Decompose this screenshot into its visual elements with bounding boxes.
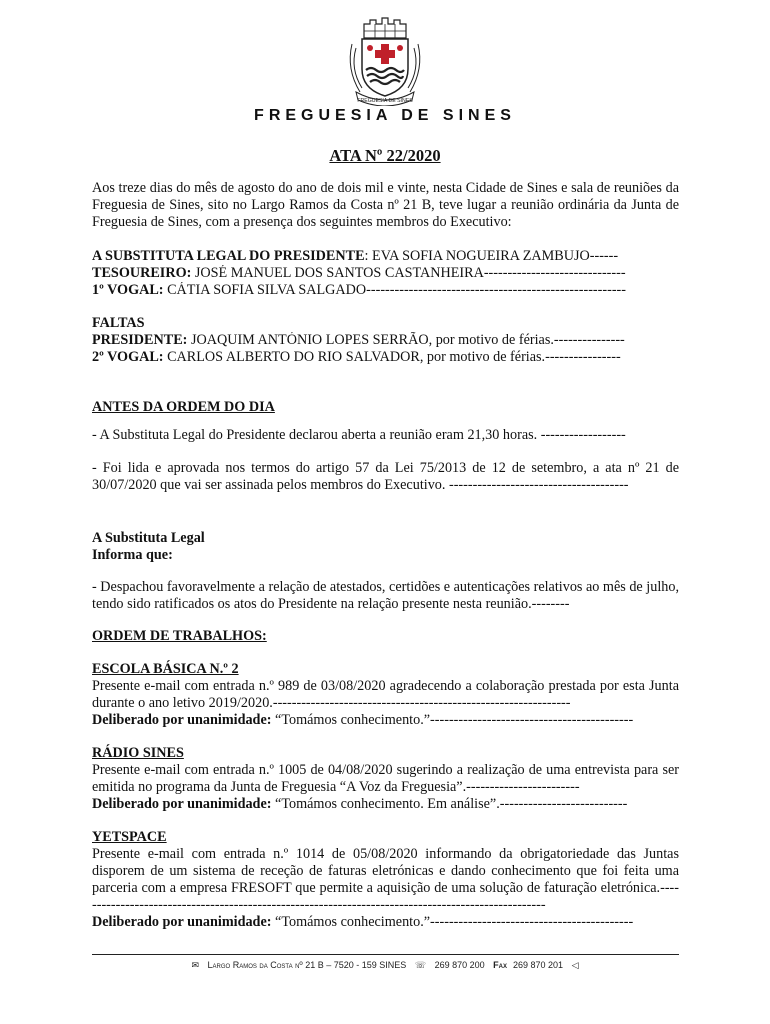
organization-name: FREGUESIA DE SINES: [254, 107, 516, 124]
absence-role: PRESIDENTE:: [92, 332, 188, 348]
footer-fax: 269 870 201: [513, 960, 564, 970]
agenda-item: [92, 661, 679, 729]
member-role: 1º VOGAL:: [92, 282, 164, 298]
member-line: [92, 265, 679, 282]
informs-heading: A Substituta Legal: [92, 530, 205, 546]
member-role: TESOUREIRO:: [92, 265, 192, 281]
member-name: EVA SOFIA NOGUEIRA ZAMBUJO------: [372, 248, 619, 264]
agenda-item-title: ESCOLA BÁSICA N.º 2: [92, 661, 239, 677]
member-name: CÁTIA SOFIA SILVA SALGADO-------------------------------------------------------: [167, 282, 627, 298]
footer-phone: 269 870 200: [434, 960, 485, 970]
agenda-item-title: RÁDIO SINES: [92, 745, 184, 761]
agenda-item-title: YETSPACE: [92, 829, 167, 845]
absence-text: JOAQUIM ANTÓNIO LOPES SERRÃO, por motivo de férias.---------------: [187, 332, 625, 348]
phone-icon: ☏: [414, 960, 427, 970]
member-line: [92, 282, 679, 299]
agenda-item-deliberation: Deliberado por unanimidade: “Tomámos conhecimento. Em análise”.---------------------------: [92, 796, 628, 812]
member-name: JOSÉ MANUEL DOS SANTOS CASTANHEIRA------------------------------: [194, 265, 626, 281]
footer-address: Largo Ramos da Costa nº 21 B – 7520 - 159 SINES: [207, 960, 407, 970]
fax-icon: ◁: [571, 960, 579, 970]
page-footer: [0, 960, 770, 971]
members-present: [92, 248, 679, 299]
crest-caption: FREGUESIA DE SINES: [357, 98, 413, 104]
agenda-heading: ORDEM DE TRABALHOS:: [92, 628, 267, 644]
document-body: [92, 180, 679, 931]
envelope-icon: ✉: [191, 960, 200, 970]
before-agenda-paragraph: - Foi lida e aprovada nos termos do artigo 57 da Lei 75/2013 de 12 de setembro, a ata nº 21 de 30/07/2020 que vai ser assinada pelos membros do Executivo. --------------------------------------: [92, 460, 679, 493]
before-agenda-heading: ANTES DA ORDEM DO DIA: [92, 399, 275, 415]
member-line: A SUBSTITUTA LEGAL DO PRESIDENTE: EVA SOFIA NOGUEIRA ZAMBUJO------: [92, 248, 619, 264]
member-role: A SUBSTITUTA LEGAL DO PRESIDENTE: [92, 248, 365, 264]
agenda-item-text: Presente e-mail com entrada n.º 1005 de 04/08/2020 sugerindo a realização de uma entrevista para ser emitida no programa da Junta de Freguesia “A Voz da Freguesia”.------------------------: [92, 762, 679, 795]
absences-section: [92, 315, 679, 366]
absences-heading: FALTAS: [92, 315, 145, 331]
absence-line: [92, 349, 679, 366]
agenda-item: [92, 745, 679, 813]
agenda-item-deliberation: Deliberado por unanimidade: “Tomámos conhecimento.”-------------------------------------------: [92, 712, 634, 728]
before-agenda-paragraph: - A Substituta Legal do Presidente declarou aberta a reunião eram 21,30 horas. ------------------: [92, 427, 626, 443]
intro-paragraph: Aos treze dias do mês de agosto do ano de dois mil e vinte, nesta Cidade de Sines e sala de reuniões da Freguesia de Sines, sito no Largo Ramos da Costa nº 21 B, teve lugar a reunião ordinária da Junta de Freguesia de Sines, com a presença dos seguintes membros do Executivo:: [92, 180, 679, 230]
agenda-item-text: Presente e-mail com entrada n.º 1014 de 05/08/2020 informando da obrigatoriedade das Juntas disporem de um sistema de receção de faturas eletrónicas e dando conhecimento que foi feita uma parceria com a empresa FRESOFT que permite a aquisição de uma solução de faturação eletrónica.----------------------------------------------------------------------------------------------------: [92, 846, 679, 913]
absence-role: 2º VOGAL:: [92, 349, 164, 365]
absence-text: CARLOS ALBERTO DO RIO SALVADOR, por motivo de férias.----------------: [163, 349, 621, 365]
minutes-title: ATA Nº 22/2020: [329, 146, 441, 165]
agenda-item: [92, 829, 679, 931]
informs-paragraph: - Despachou favoravelmente a relação de atestados, certidões e autenticações relativos ao mês de julho, tendo sido ratificados os atos do Presidente na relação presente nesta reunião.--------: [92, 579, 679, 612]
absence-line: [92, 332, 679, 349]
agenda-item-deliberation: Deliberado por unanimidade: “Tomámos conhecimento.”-------------------------------------------: [92, 914, 634, 930]
agenda-item-text: Presente e-mail com entrada n.º 989 de 03/08/2020 agradecendo a colaboração prestada por esta Junta durante o ano letivo 2019/2020.---------------------------------------------------------------: [92, 678, 679, 711]
footer-fax-label: Fax: [493, 960, 508, 970]
informs-subheading: Informa que:: [92, 547, 173, 563]
footer-divider: [92, 954, 679, 955]
coat-of-arms-logo: [338, 14, 432, 106]
